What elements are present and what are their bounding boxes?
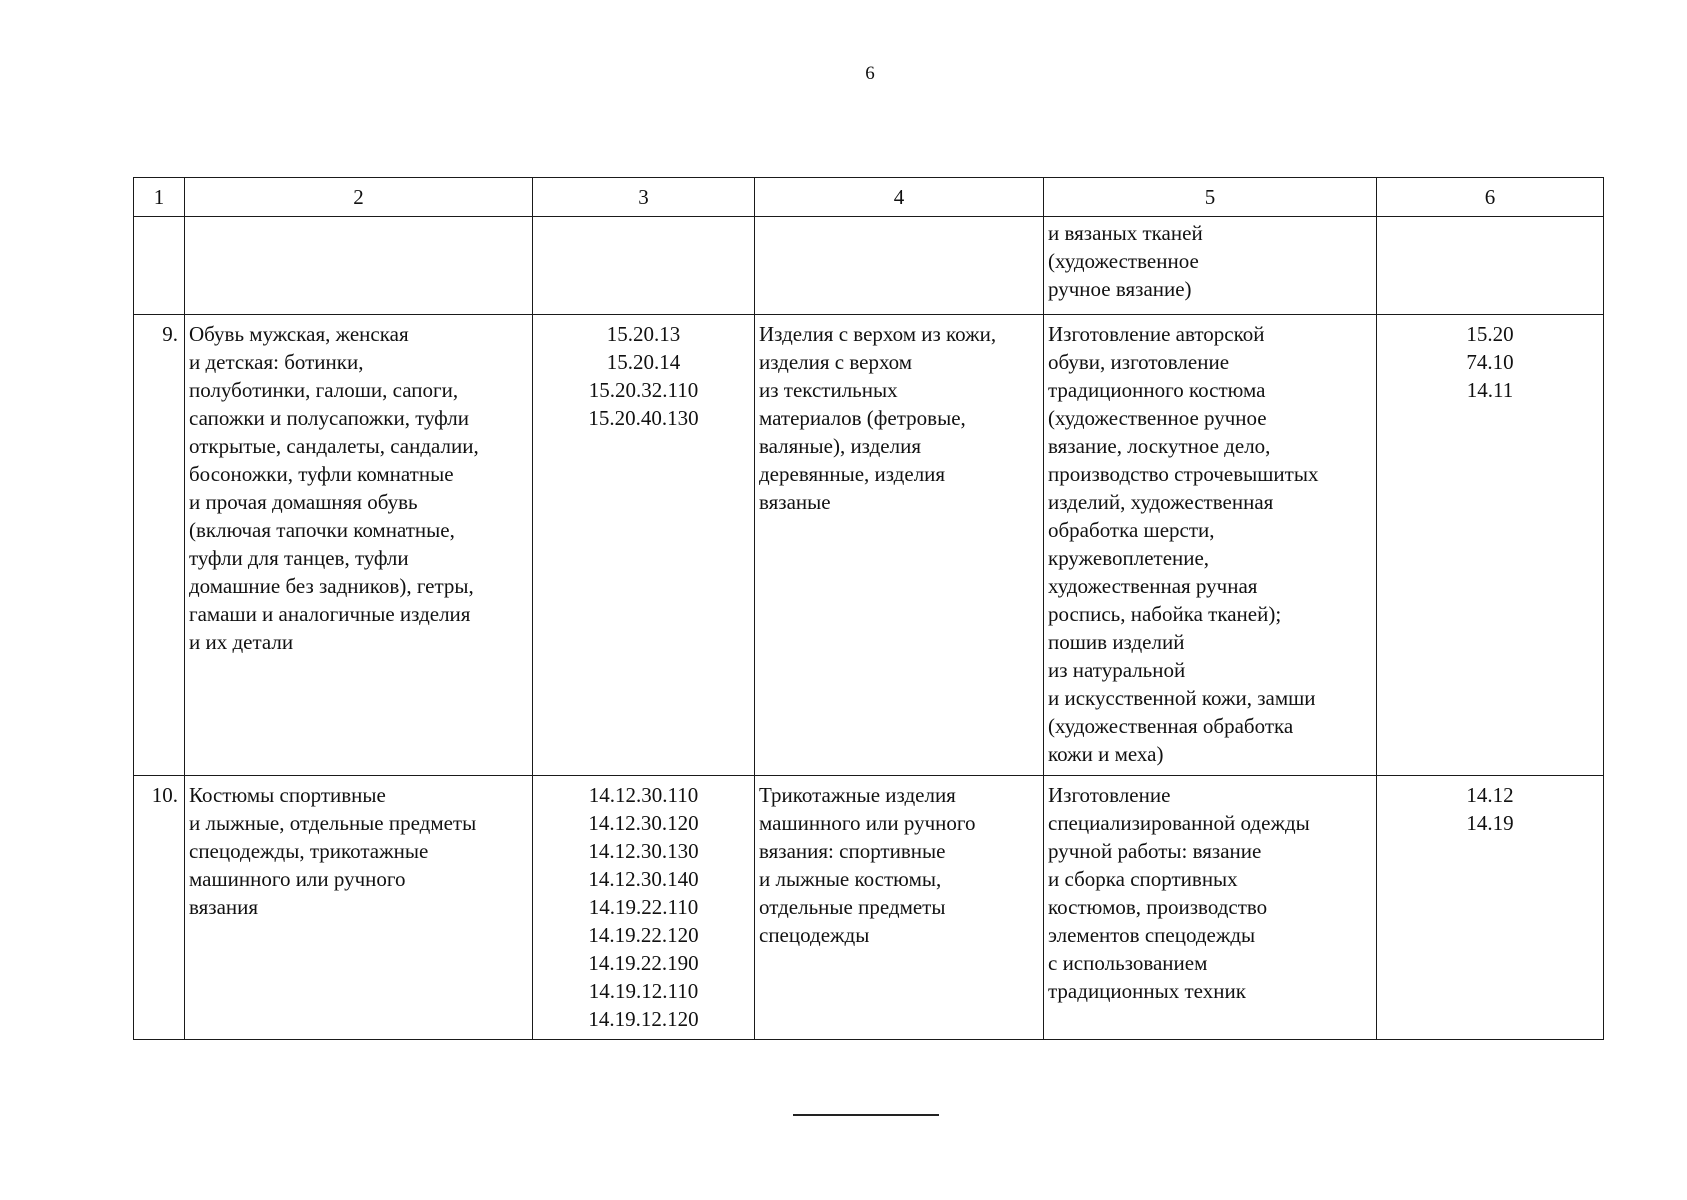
activity-cell: Изготовление специализированной одежды ручной работы: вязание и сборка спортивных костюмов, производство элементов спецодежды с использованием традиционных техник [1044, 776, 1377, 1040]
activity-cell: и вязаных тканей (художественное ручное вязание) [1044, 217, 1377, 315]
okved-codes-cell: 15.20 74.10 14.11 [1377, 315, 1604, 776]
activity-cell: Изготовление авторской обуви, изготовление традиционного костюма (художественное ручное вязание, лоскутное дело, производство строчевышитых изделий, художественная обработка шерсти, кружевоплетение, художественная ручная роспись, набойка тканей); пошив изделий из натуральной и искусственной кожи, замши (художественная обработка кожи и меха) [1044, 315, 1377, 776]
product-name-cell [185, 217, 533, 315]
column-header-2: 2 [185, 178, 533, 217]
column-header-5: 5 [1044, 178, 1377, 217]
table-row [134, 776, 1604, 1040]
table-row [134, 315, 1604, 776]
product-codes-cell [533, 217, 755, 315]
page-number: 6 [865, 63, 875, 84]
row-number: 9. [134, 315, 185, 776]
row-number: 10. [134, 776, 185, 1040]
row-number [134, 217, 185, 315]
product-name-cell: Костюмы спортивные и лыжные, отдельные предметы спецодежды, трикотажные машинного или ручного вязания [185, 776, 533, 1040]
column-header-1: 1 [134, 178, 185, 217]
product-name-cell: Обувь мужская, женская и детская: ботинки, полуботинки, галоши, сапоги, сапожки и полусапожки, туфли открытые, сандалеты, сандалии, босоножки, туфли комнатные и прочая домашняя обувь (включая тапочки комнатные, туфли для танцев, туфли домашние без задников), гетры, гамаши и аналогичные изделия и их детали [185, 315, 533, 776]
okved-codes-cell [1377, 217, 1604, 315]
product-table [133, 177, 1604, 1040]
column-header-6: 6 [1377, 178, 1604, 217]
product-types-cell: Изделия с верхом из кожи, изделия с верхом из текстильных материалов (фетровые, валяные), изделия деревянные, изделия вязаные [755, 315, 1044, 776]
column-header-4: 4 [755, 178, 1044, 217]
product-types-cell: Трикотажные изделия машинного или ручного вязания: спортивные и лыжные костюмы, отдельные предметы спецодежды [755, 776, 1044, 1040]
product-codes-cell: 14.12.30.110 14.12.30.120 14.12.30.130 14.12.30.140 14.19.22.110 14.19.22.120 14.19.22.190 14.19.12.110 14.19.12.120 [533, 776, 755, 1040]
table-row [134, 217, 1604, 315]
end-of-document-line [793, 1114, 939, 1116]
column-header-3: 3 [533, 178, 755, 217]
table-header-row [134, 178, 1604, 217]
product-codes-cell: 15.20.13 15.20.14 15.20.32.110 15.20.40.130 [533, 315, 755, 776]
product-types-cell [755, 217, 1044, 315]
okved-codes-cell: 14.12 14.19 [1377, 776, 1604, 1040]
